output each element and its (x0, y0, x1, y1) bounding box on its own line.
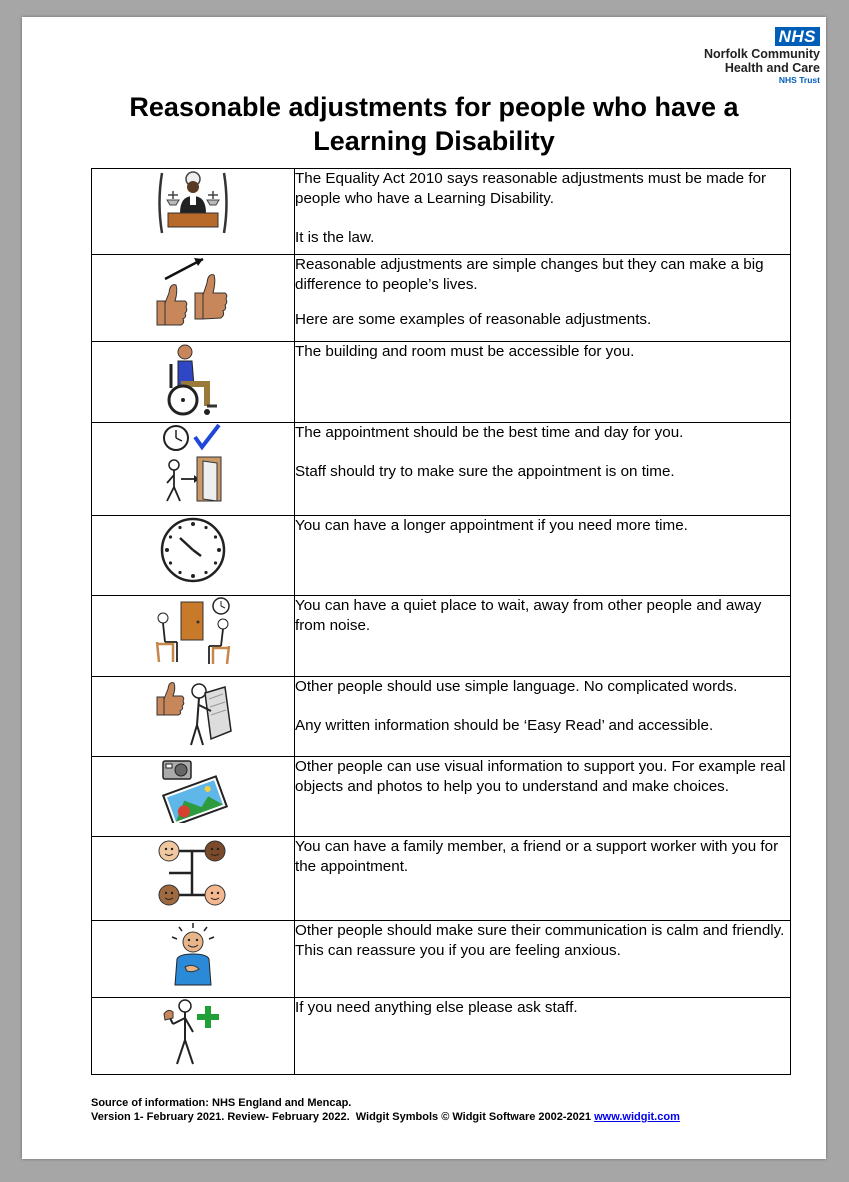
icon-cell (92, 516, 295, 596)
title-line1: Reasonable adjustments for people who have a (129, 92, 739, 122)
footer-version (91, 1110, 680, 1124)
adjustments-table (91, 168, 791, 1075)
row-text: You can have a quiet place to wait, away from other people and away from noise. (295, 597, 762, 634)
thumbs-up-arrow-icon (151, 255, 235, 329)
row-text: The Equality Act 2010 says reasonable adjustments must be made for people who have a Learning Disability. (295, 170, 767, 207)
logo-org-line1: Norfolk Community (704, 47, 820, 61)
clock-icon (159, 516, 227, 584)
text-cell (295, 757, 791, 837)
table-row (92, 677, 791, 757)
text-cell (295, 998, 791, 1075)
document-page (22, 17, 826, 1159)
icon-cell (92, 169, 295, 255)
row-text: It is the law. (295, 228, 375, 246)
waiting-room-icon (151, 596, 235, 666)
title-line2: Learning Disability (313, 126, 555, 156)
icon-cell (92, 423, 295, 516)
table-row (92, 516, 791, 596)
icon-cell (92, 596, 295, 677)
nhs-badge: NHS (775, 27, 820, 46)
easy-read-icon (153, 677, 233, 747)
icon-cell (92, 921, 295, 998)
text-cell (295, 596, 791, 677)
row-text: Staff should try to make sure the appointment is on time. (295, 463, 675, 480)
calm-person-icon (163, 921, 223, 987)
row-text: You can have a longer appointment if you need more time. (295, 517, 688, 534)
table-row (92, 423, 791, 516)
appointment-time-icon (161, 423, 225, 505)
table-row (92, 255, 791, 342)
row-text: Here are some examples of reasonable adjustments. (295, 311, 652, 328)
icon-cell (92, 837, 295, 921)
nhs-logo (704, 27, 820, 85)
text-cell (295, 169, 791, 255)
table-row (92, 342, 791, 423)
table-row (92, 921, 791, 998)
row-text: Other people can use visual information to support you. For example real objects and photos to help you to understand and make choices. (295, 758, 786, 795)
row-text: The building and room must be accessible for you. (295, 343, 635, 360)
icon-cell (92, 342, 295, 423)
footer-version-text: Version 1- February 2021. Review- February 2022. Widgit Symbols © Widgit Software 2002-2021 (91, 1111, 595, 1123)
row-text: Reasonable adjustments are simple changes but they can make a big difference to people’s lives. (295, 256, 764, 293)
icon-cell (92, 255, 295, 342)
table-row (92, 596, 791, 677)
table-row (92, 169, 791, 255)
row-text: If you need anything else please ask staff. (295, 999, 578, 1016)
widgit-link[interactable]: www.widgit.com (594, 1111, 680, 1123)
wheelchair-user-icon (161, 342, 225, 418)
support-network-icon (157, 837, 229, 909)
text-cell (295, 677, 791, 757)
row-text: You can have a family member, a friend or a support worker with you for the appointment. (295, 838, 779, 875)
logo-org-line3: NHS Trust (778, 75, 820, 85)
footer (91, 1096, 680, 1124)
page-title (42, 90, 826, 158)
text-cell (295, 255, 791, 342)
logo-org-line2: Health and Care (724, 61, 820, 75)
table-row (92, 837, 791, 921)
table-row (92, 998, 791, 1075)
row-text: The appointment should be the best time and day for you. (295, 424, 684, 441)
text-cell (295, 921, 791, 998)
judge-scales-icon (156, 169, 230, 237)
icon-cell (92, 998, 295, 1075)
text-cell (295, 342, 791, 423)
text-cell (295, 423, 791, 516)
table-row (92, 757, 791, 837)
row-text: Other people should make sure their communication is calm and friendly. This can reassure you if you are feeling anxious. (295, 922, 785, 959)
text-cell (295, 837, 791, 921)
icon-cell (92, 757, 295, 837)
text-cell (295, 516, 791, 596)
icon-cell (92, 677, 295, 757)
ask-for-help-icon (161, 998, 225, 1066)
camera-photo-icon (157, 757, 229, 823)
row-text: Other people should use simple language. No complicated words. (295, 678, 738, 695)
row-text: Any written information should be ‘Easy Read’ and accessible. (295, 717, 714, 734)
footer-source: Source of information: NHS England and Mencap. (91, 1097, 352, 1109)
